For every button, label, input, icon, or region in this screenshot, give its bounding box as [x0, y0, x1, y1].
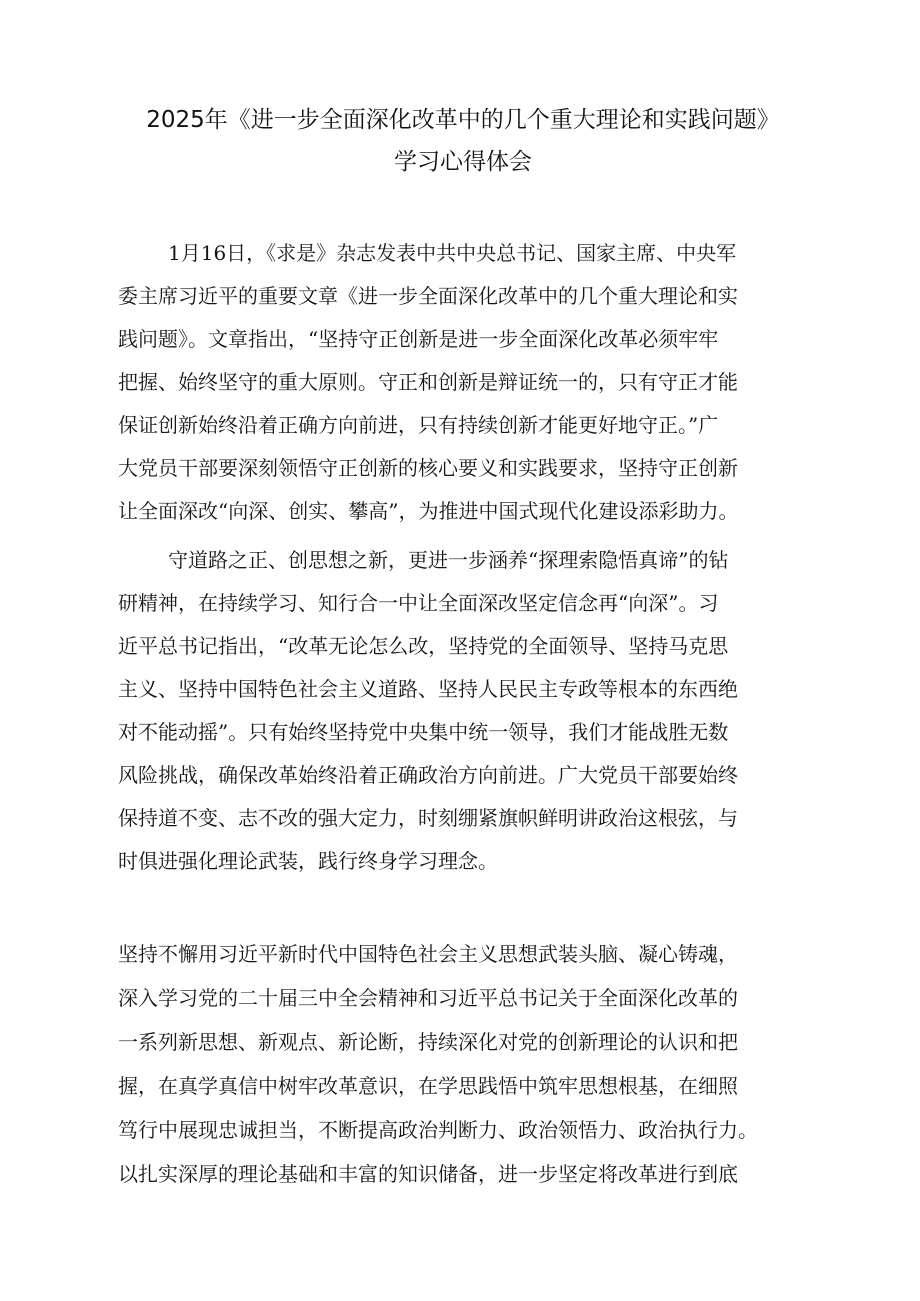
paragraph-2-line-3: 近平总书记指出，“改革无论怎么改，坚持党的全面领导、坚持马克思: [118, 634, 729, 658]
document-title-line-1: 2025年《进一步全面深化改革中的几个重大理论和实践问题》: [146, 107, 780, 133]
paragraph-3-line-2: 深入学习党的二十届三中全会精神和习近平总书记关于全面深化改革的: [118, 986, 738, 1010]
paragraph-2-line-1: 守道路之正、创思想之新，更进一步涵养“探理索隐悟真谛”的钻: [168, 548, 729, 572]
paragraph-1-line-7: 让全面深改“向深、创实、攀高”，为推进中国式现代化建设添彩助力。: [118, 499, 739, 523]
paragraph-1-line-3: 践问题》。文章指出，“坚持守正创新是进一步全面深化改革必须牢牢: [118, 327, 719, 351]
paragraph-1-line-5: 保证创新始终沿着正确方向前进，只有持续创新才能更好地守正。”广: [118, 413, 719, 437]
document-title-line-2: 学习心得体会: [394, 149, 532, 175]
paragraph-3-line-3: 一系列新思想、新观点、新论断，持续深化对党的创新理论的认识和把: [118, 1030, 738, 1054]
paragraph-3-line-1: 坚持不懈用习近平新时代中国特色社会主义思想武装头脑、凝心铸魂，: [118, 942, 738, 966]
paragraph-1-line-6: 大党员干部要深刻领悟守正创新的核心要义和实践要求，坚持守正创新: [118, 456, 738, 480]
paragraph-2-line-8: 时俱进强化理论武装，践行终身学习理念。: [118, 849, 498, 873]
paragraph-3-line-6: 以扎实深厚的理论基础和丰富的知识储备，进一步坚定将改革进行到底: [118, 1162, 738, 1186]
paragraph-1-line-4: 把握、始终坚守的重大原则。守正和创新是辩证统一的，只有守正才能: [118, 370, 738, 394]
paragraph-1-line-1: 1月16日，《求是》杂志发表中共中央总书记、国家主席、中央军: [168, 241, 737, 265]
paragraph-3-line-4: 握，在真学真信中树牢改革意识，在学思践悟中筑牢思想根基，在细照: [118, 1074, 738, 1098]
paragraph-1-line-2: 委主席习近平的重要文章《进一步全面深化改革中的几个重大理论和实: [118, 284, 738, 308]
paragraph-2-line-7: 保持道不变、志不改的强大定力，时刻绷紧旗帜鲜明讲政治这根弦，与: [118, 806, 738, 830]
paragraph-2-line-5: 对不能动摇”。只有始终坚持党中央集中统一领导，我们才能战胜无数: [118, 720, 729, 744]
paragraph-2-line-6: 风险挑战，确保改革始终沿着正确政治方向前进。广大党员干部要始终: [118, 763, 738, 787]
paragraph-3-line-5: 笃行中展现忠诚担当，不断提高政治判断力、政治领悟力、政治执行力。: [118, 1118, 758, 1142]
paragraph-2-line-4: 主义、坚持中国特色社会主义道路、坚持人民民主专政等根本的东西绝: [118, 677, 738, 701]
paragraph-2-line-2: 研精神，在持续学习、知行合一中让全面深改坚定信念再“向深”。习: [118, 591, 719, 615]
